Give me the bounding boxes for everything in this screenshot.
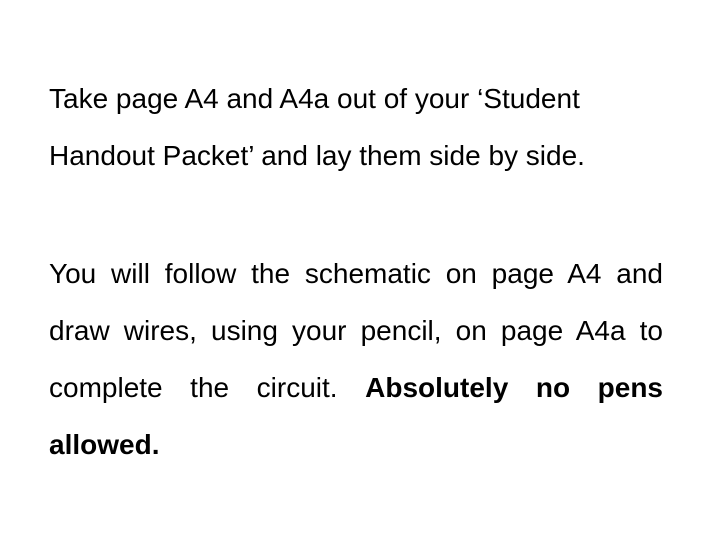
instruction-paragraph-1 (49, 70, 663, 184)
instruction-text-2: You will follow the schematic on page A4 and draw wires, using your pencil, on page A4a to complete the circuit. (49, 258, 663, 403)
emphasis-warning: Absolutely no pens allowed. (49, 372, 663, 460)
instruction-paragraph-2 (49, 245, 663, 473)
instruction-text-1: Take page A4 and A4a out of your ‘Student Handout Packet’ and lay them side by side. (49, 83, 585, 171)
